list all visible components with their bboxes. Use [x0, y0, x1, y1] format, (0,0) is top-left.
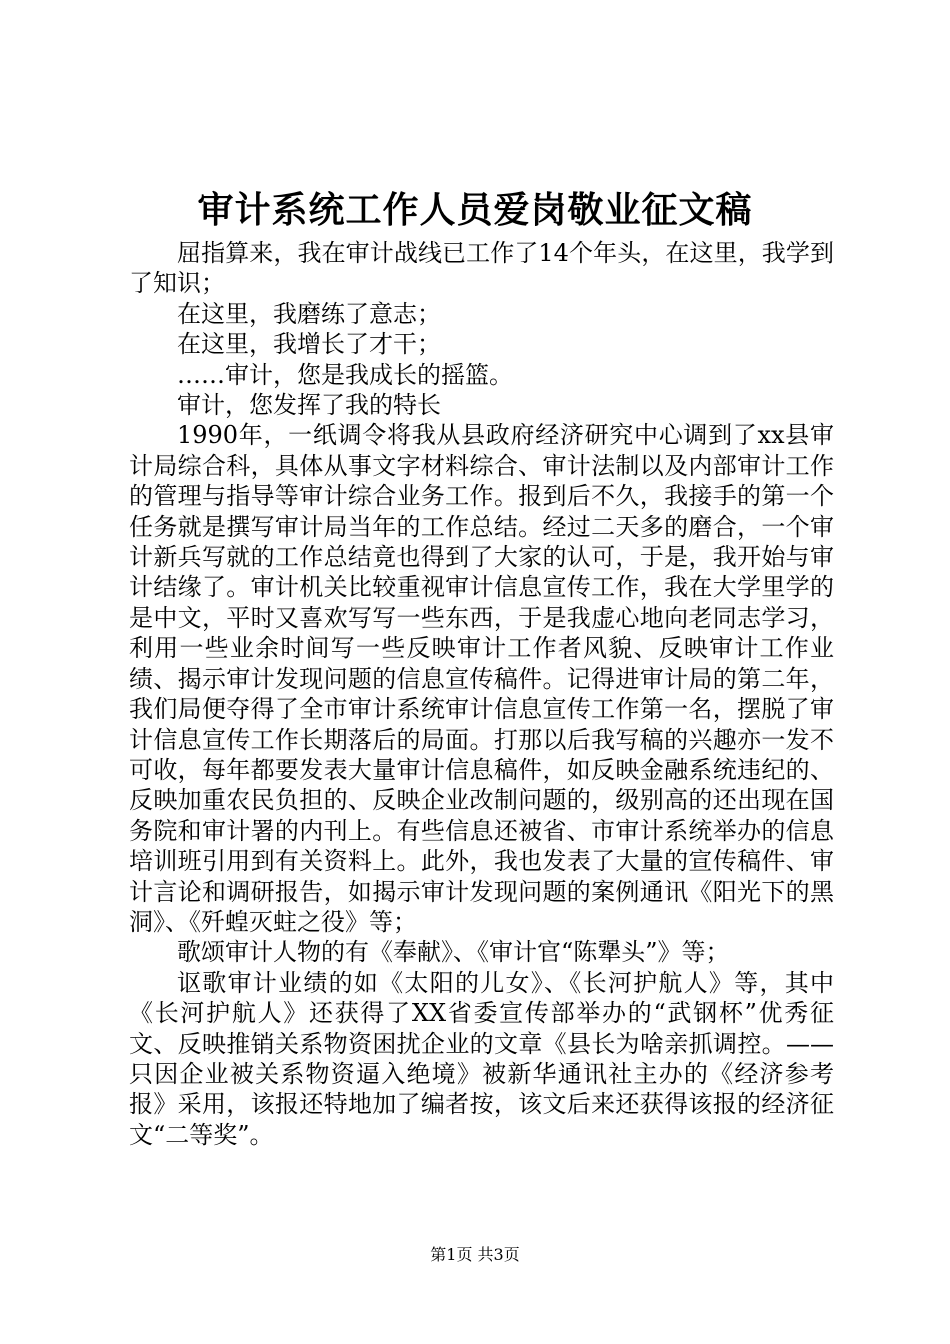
paragraph: 在这里，我磨练了意志；	[177, 299, 441, 328]
paragraph: 1990年，一纸调令将我从县政府经济研究中心调到了xx县审计局综合科，具体从事文字材料综合、审计法制以及内部审计工作的管理与指导等审计综合业务工作。报到后不久，我接手的第一个任务就是撰写审计局当年的工作总结。经过二天多的磨合，一个审计新兵写就的工作总结竟也得到了大家的认可，于是，我开始与审计结缘了。审计机关比较重视审计信息宣传工作，我在大学里学的是中文，平时又喜欢写写一些东西，于是我虚心地向老同志学习，利用一些业余时间写一些反映审计工作者风貌、反映审计工作业绩、揭示审计发现问题的信息宣传稿件。记得进审计局的第二年，我们局便夺得了全市审计系统审计信息宣传工作第一名，摆脱了审计信息宣传工作长期落后的局面。打那以后我写稿的兴趣亦一发不可收，每年都要发表大量审计信息稿件，如反映金融系统违纪的、反映加重农民负担的、反映企业改制问题的，级别高的还出现在国务院和审计署的内刊上。有些信息还被省、市审计系统举办的信息培训班引用到有关资料上。此外，我也发表了大量的宣传稿件、审计言论和调研报告，如揭示审计发现问题的案例通讯《阳光下的黑洞》、《歼蝗灭蛀之役》等；	[129, 421, 834, 936]
page-number: 第1页 共3页	[430, 1245, 520, 1264]
paragraph: 审计，您发挥了我的特长	[177, 391, 441, 420]
document-title: 审计系统工作人员爱岗敬业征文稿	[197, 189, 753, 231]
document-body	[129, 238, 834, 1150]
paragraph: 讴歌审计业绩的如《太阳的儿女》、《长河护航人》等，其中《长河护航人》还获得了XX省委宣传部举办的“武钢杯”优秀征文、反映推销关系物资困扰企业的文章《县长为啥亲抓调控。——只因企业被关系物资逼入绝境》被新华通讯社主办的《经济参考报》采用，该报还特地加了编者按，该文后来还获得该报的经济征文“二等奖”。	[129, 968, 834, 1149]
paragraph: 歌颂审计人物的有《奉献》、《审计官“陈犟头”》等；	[177, 938, 730, 967]
paragraph: 屈指算来，我在审计战线已工作了14个年头，在这里，我学到了知识；	[129, 239, 834, 298]
paragraph: ……审计，您是我成长的摇篮。	[177, 360, 513, 389]
paragraph: 在这里，我增长了才干；	[177, 330, 441, 359]
